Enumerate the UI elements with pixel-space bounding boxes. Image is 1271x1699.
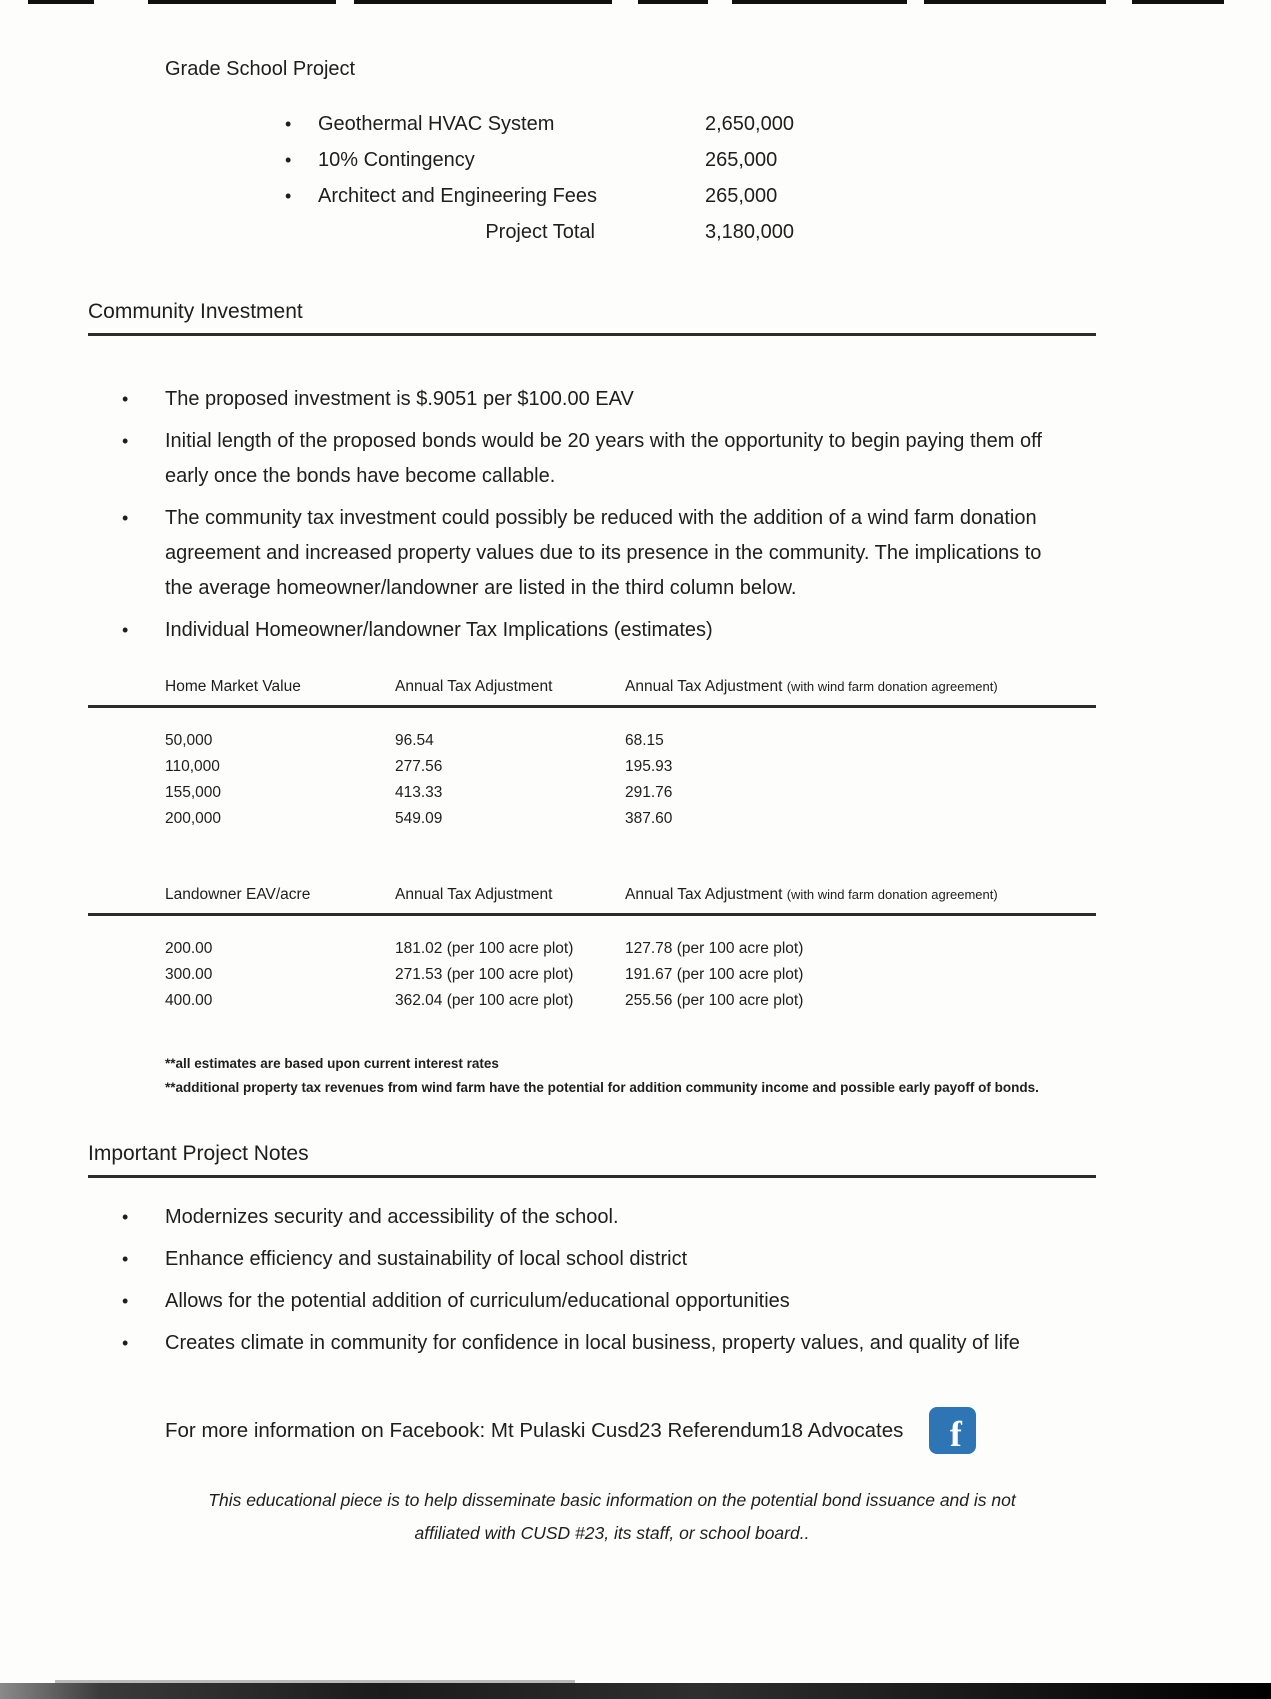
landowner-tax-table bbox=[88, 886, 1096, 1014]
section-divider bbox=[88, 1175, 1096, 1178]
list-item bbox=[88, 1200, 1096, 1235]
cost-item-label: Architect and Engineering Fees bbox=[318, 185, 598, 207]
homeowner-tax-table bbox=[88, 678, 1096, 832]
table-cell: 291.76 bbox=[625, 784, 673, 801]
document-content bbox=[88, 0, 1096, 1550]
table-header-row bbox=[165, 886, 1096, 904]
cost-item bbox=[88, 113, 1096, 136]
facebook-icon: f bbox=[929, 1407, 976, 1454]
cost-item bbox=[88, 185, 1096, 208]
bullet-icon bbox=[122, 424, 165, 494]
section-community-investment bbox=[88, 300, 1096, 336]
list-item-text: The community tax investment could possibly be reduced with the addition of a wind farm donation agreement and increased property values due to its presence in the community. The implications to the average homeowner/landowner are listed in the third column below. bbox=[165, 507, 1042, 599]
disclaimer-text bbox=[88, 1484, 1096, 1550]
table-footnotes bbox=[165, 1052, 1096, 1100]
list-item-text: Enhance efficiency and sustainability of local school district bbox=[165, 1248, 688, 1270]
bullet-icon bbox=[285, 149, 318, 172]
bullet-icon bbox=[122, 1242, 165, 1277]
section-divider bbox=[88, 333, 1096, 336]
cost-item-label: Geothermal HVAC System bbox=[318, 113, 555, 135]
table-row bbox=[165, 988, 1096, 1014]
column-header: Annual Tax Adjustment bbox=[395, 886, 553, 903]
table-cell: 387.60 bbox=[625, 810, 673, 827]
cost-total-row bbox=[88, 221, 1096, 244]
cost-item bbox=[88, 149, 1096, 172]
list-item-text: Allows for the potential addition of curriculum/educational opportunities bbox=[165, 1290, 790, 1312]
list-item bbox=[88, 424, 1096, 494]
section-heading: Community Investment bbox=[88, 300, 303, 323]
table-cell: 549.09 bbox=[395, 810, 443, 827]
list-item bbox=[88, 613, 1096, 648]
scan-artifact bbox=[0, 1683, 1271, 1699]
column-header: Annual Tax Adjustment bbox=[395, 678, 553, 695]
table-cell: 413.33 bbox=[395, 784, 443, 801]
list-item bbox=[88, 382, 1096, 417]
project-cost-list bbox=[88, 113, 1096, 244]
table-cell: 300.00 bbox=[165, 966, 213, 983]
table-cell: 195.93 bbox=[625, 758, 673, 775]
facebook-info-text: For more information on Facebook: Mt Pulaski Cusd23 Referendum18 Advocates bbox=[165, 1418, 904, 1442]
table-cell: 200,000 bbox=[165, 810, 222, 827]
cost-total-label: Project Total bbox=[485, 221, 595, 243]
table-cell: 50,000 bbox=[165, 732, 213, 749]
disclaimer-line: affiliated with CUSD #23, its staff, or school board.. bbox=[414, 1523, 810, 1543]
table-row bbox=[165, 728, 1096, 754]
list-item-text: The proposed investment is $.9051 per $100.00 EAV bbox=[165, 388, 634, 410]
footnote: **additional property tax revenues from wind farm have the potential for addition community income and possible early payoff of bonds. bbox=[165, 1080, 1039, 1095]
table-cell: 400.00 bbox=[165, 992, 213, 1009]
column-header-note: (with wind farm donation agreement) bbox=[786, 679, 998, 694]
bullet-icon bbox=[122, 1284, 165, 1319]
table-cell: 127.78 (per 100 acre plot) bbox=[625, 940, 804, 957]
cost-item-label: 10% Contingency bbox=[318, 149, 475, 171]
table-row bbox=[165, 962, 1096, 988]
cost-item-value: 265,000 bbox=[705, 185, 778, 207]
list-item bbox=[88, 1284, 1096, 1319]
table-cell: 68.15 bbox=[625, 732, 664, 749]
bullet-icon bbox=[122, 382, 165, 417]
table-cell: 271.53 (per 100 acre plot) bbox=[395, 966, 574, 983]
bullet-icon bbox=[122, 501, 165, 606]
bullet-icon bbox=[122, 613, 165, 648]
list-item bbox=[88, 501, 1096, 606]
section-important-project-notes bbox=[88, 1142, 1096, 1178]
disclaimer-line: This educational piece is to help disseminate basic information on the potential bond issuance and is not bbox=[208, 1490, 1016, 1510]
section-heading: Important Project Notes bbox=[88, 1142, 309, 1165]
list-item-text: Modernizes security and accessibility of the school. bbox=[165, 1206, 619, 1228]
bullet-icon bbox=[285, 185, 318, 208]
table-cell: 155,000 bbox=[165, 784, 222, 801]
column-header: Home Market Value bbox=[165, 678, 301, 695]
table-divider bbox=[88, 705, 1096, 708]
bullet-icon bbox=[285, 113, 318, 136]
table-cell: 200.00 bbox=[165, 940, 213, 957]
list-item-text: Initial length of the proposed bonds would be 20 years with the opportunity to begin paying them off early once the bonds have become callable. bbox=[165, 430, 1042, 487]
scan-artifact bbox=[1132, 0, 1224, 4]
list-item bbox=[88, 1326, 1096, 1361]
cost-item-value: 2,650,000 bbox=[705, 113, 794, 135]
table-row bbox=[165, 754, 1096, 780]
document-title: Grade School Project bbox=[165, 58, 356, 80]
community-investment-bullets bbox=[88, 382, 1096, 648]
table-cell: 110,000 bbox=[165, 758, 220, 775]
bullet-icon bbox=[122, 1326, 165, 1361]
cost-item-value: 265,000 bbox=[705, 149, 778, 171]
footnote: **all estimates are based upon current interest rates bbox=[165, 1056, 499, 1071]
table-cell: 255.56 (per 100 acre plot) bbox=[625, 992, 804, 1009]
table-cell: 96.54 bbox=[395, 732, 434, 749]
table-row bbox=[165, 936, 1096, 962]
facebook-info-row bbox=[165, 1407, 1096, 1454]
table-cell: 191.67 (per 100 acre plot) bbox=[625, 966, 804, 983]
bullet-icon bbox=[122, 1200, 165, 1235]
list-item bbox=[88, 1242, 1096, 1277]
table-cell: 362.04 (per 100 acre plot) bbox=[395, 992, 574, 1009]
column-header-note: (with wind farm donation agreement) bbox=[786, 887, 998, 902]
scan-artifact bbox=[28, 0, 94, 4]
table-body bbox=[88, 728, 1096, 832]
list-item-text: Creates climate in community for confidence in local business, property values, and quality of life bbox=[165, 1332, 1020, 1354]
table-cell: 277.56 bbox=[395, 758, 443, 775]
table-cell: 181.02 (per 100 acre plot) bbox=[395, 940, 574, 957]
table-body bbox=[88, 936, 1096, 1014]
column-header: Landowner EAV/acre bbox=[165, 886, 311, 903]
column-header: Annual Tax Adjustment (with wind farm donation agreement) bbox=[625, 678, 998, 695]
list-item-text: Individual Homeowner/landowner Tax Implications (estimates) bbox=[165, 619, 713, 641]
table-row bbox=[165, 806, 1096, 832]
table-divider bbox=[88, 913, 1096, 916]
table-header-row bbox=[165, 678, 1096, 696]
column-header: Annual Tax Adjustment (with wind farm donation agreement) bbox=[625, 886, 998, 903]
cost-total-value: 3,180,000 bbox=[705, 221, 794, 243]
table-row bbox=[165, 780, 1096, 806]
project-notes-bullets bbox=[88, 1200, 1096, 1361]
